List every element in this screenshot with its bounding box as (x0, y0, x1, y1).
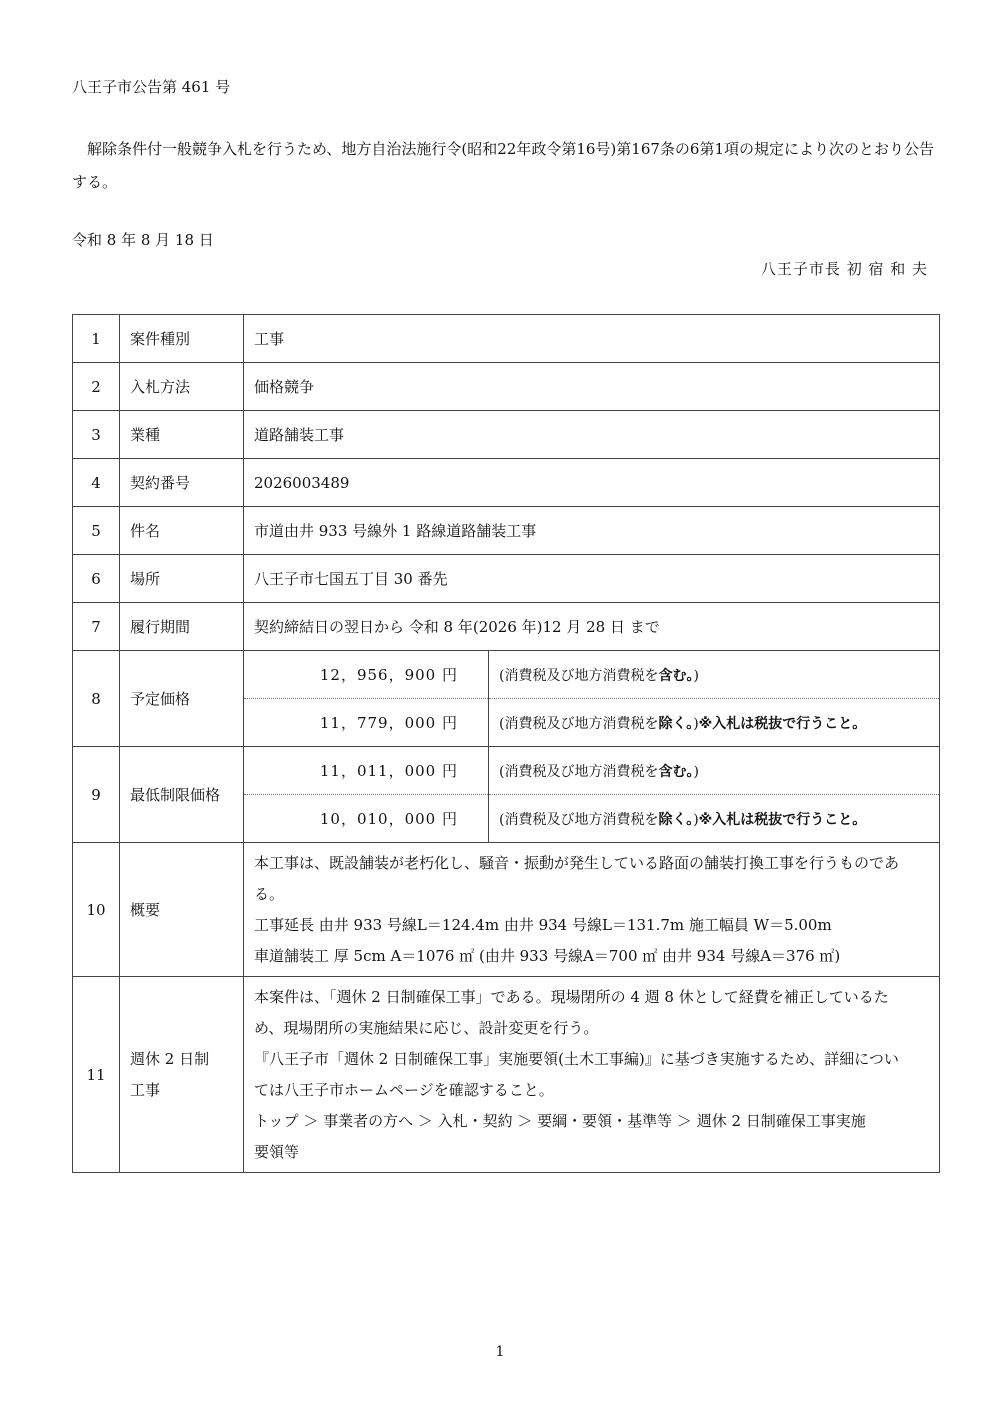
row-value: 八王子市七国五丁目 30 番先 (244, 555, 940, 603)
row-number: 10 (73, 843, 120, 977)
weekly-line: トップ ＞ 事業者の方へ ＞ 入札・契約 ＞ 要綱・要領・基準等 ＞ 週休 2 日制確保工事実施 (254, 1112, 866, 1130)
row-label: 契約番号 (120, 459, 244, 507)
row-number: 11 (73, 977, 120, 1173)
min-price-incl-amount: 11，011，000 円 (244, 747, 489, 795)
planned-price-row-incl (73, 651, 940, 699)
row-number: 1 (73, 315, 120, 363)
overview-text (244, 843, 940, 977)
row-value: 工事 (244, 315, 940, 363)
tax-note-prefix: (消費税及び地方消費税を (499, 763, 659, 780)
row-label (120, 977, 244, 1173)
tax-note-warning: ※入札は税抜で行うこと。 (698, 811, 867, 828)
row-value: 市道由井 933 号線外 1 路線道路舗装工事 (244, 507, 940, 555)
intro-text: 解除条件付一般競争入札を行うため、地方自治法施行令(昭和22年政令第16号)第167条の6第1項の規定により次のとおり公告する。 (72, 140, 935, 191)
tax-note-prefix: (消費税及び地方消費税を (499, 715, 659, 732)
notice-date: 令和 8 年 8 月 18 日 (72, 231, 214, 249)
weekly-holiday-row (73, 977, 940, 1173)
row-label: 履行期間 (120, 603, 244, 651)
table-row (73, 555, 940, 603)
overview-line: 本工事は、既設舗装が老朽化し、騒音・振動が発生している路面の舗装打換工事を行うものであ (254, 854, 900, 872)
tax-excluded-note (489, 699, 940, 747)
row-label-line: 工事 (130, 1080, 161, 1099)
weekly-line: め、現場閉所の実施結果に応じ、設計変更を行う。 (254, 1019, 599, 1037)
signer: 八王子市長 初 宿 和 夫 (760, 260, 928, 278)
table-row (73, 315, 940, 363)
tax-note-warning: ※入札は税抜で行うこと。 (698, 715, 867, 732)
planned-price-incl-amount: 12，956，900 円 (244, 651, 489, 699)
tax-included-note (489, 651, 940, 699)
notice-table (72, 314, 940, 1173)
intro-paragraph (72, 133, 942, 199)
row-value: 契約締結日の翌日から 令和 8 年(2026 年)12 月 28 日 まで (244, 603, 940, 651)
tax-note-prefix: (消費税及び地方消費税を (499, 811, 659, 828)
overview-line: 車道舗装工 厚 5cm A＝1076 ㎡ (由井 933 号線A＝700 ㎡ 由井 934 号線A＝376 ㎡) (254, 947, 841, 965)
row-number: 7 (73, 603, 120, 651)
row-label: 入札方法 (120, 363, 244, 411)
row-number: 2 (73, 363, 120, 411)
row-label: 予定価格 (120, 651, 244, 747)
tax-note-included: 含む。 (658, 763, 694, 780)
row-label: 件名 (120, 507, 244, 555)
overview-line: る。 (254, 885, 285, 903)
page-number: 1 (495, 1344, 505, 1360)
tax-note-excluded: 除く。 (658, 811, 694, 828)
row-label: 最低制限価格 (120, 747, 244, 843)
row-label: 案件種別 (120, 315, 244, 363)
tax-note-suffix: ) (693, 763, 699, 780)
overview-line: 工事延長 由井 933 号線L＝124.4m 由井 934 号線L＝131.7m 施工幅員 W＝5.00m (254, 916, 832, 934)
tax-note-mid: ) (693, 715, 699, 732)
min-price-row-incl (73, 747, 940, 795)
table-row (73, 459, 940, 507)
tax-excluded-note (489, 795, 940, 843)
row-label: 場所 (120, 555, 244, 603)
weekly-line: 要領等 (254, 1143, 300, 1161)
row-number: 9 (73, 747, 120, 843)
row-number: 4 (73, 459, 120, 507)
planned-price-excl-amount: 11，779，000 円 (244, 699, 489, 747)
tax-note-suffix: ) (693, 667, 699, 684)
notice-number: 八王子市公告第 461 号 (72, 78, 231, 96)
weekly-holiday-text (244, 977, 940, 1173)
min-price-excl-amount: 10，010，000 円 (244, 795, 489, 843)
row-number: 5 (73, 507, 120, 555)
tax-note-prefix: (消費税及び地方消費税を (499, 667, 659, 684)
row-value: 価格競争 (244, 363, 940, 411)
row-value: 道路舗装工事 (244, 411, 940, 459)
row-number: 8 (73, 651, 120, 747)
tax-note-included: 含む。 (658, 667, 694, 684)
row-number: 6 (73, 555, 120, 603)
tax-note-mid: ) (693, 811, 699, 828)
weekly-line: ては八王子市ホームページを確認すること。 (254, 1081, 554, 1099)
weekly-line: 『八王子市「週休 2 日制確保工事」実施要領(土木工事編)』に基づき実施するため、詳細につい (254, 1050, 899, 1068)
tax-included-note (489, 747, 940, 795)
row-label-line: 週休 2 日制 (130, 1049, 210, 1068)
weekly-line: 本案件は、「週休 2 日制確保工事」である。現場閉所の 4 週 8 休として経費を補正しているた (254, 988, 889, 1006)
table-row (73, 603, 940, 651)
tax-note-excluded: 除く。 (658, 715, 694, 732)
table-row (73, 363, 940, 411)
row-label: 概要 (120, 843, 244, 977)
row-number: 3 (73, 411, 120, 459)
table-row (73, 411, 940, 459)
row-label: 業種 (120, 411, 244, 459)
table-row (73, 507, 940, 555)
row-value: 2026003489 (244, 459, 940, 507)
overview-row (73, 843, 940, 977)
